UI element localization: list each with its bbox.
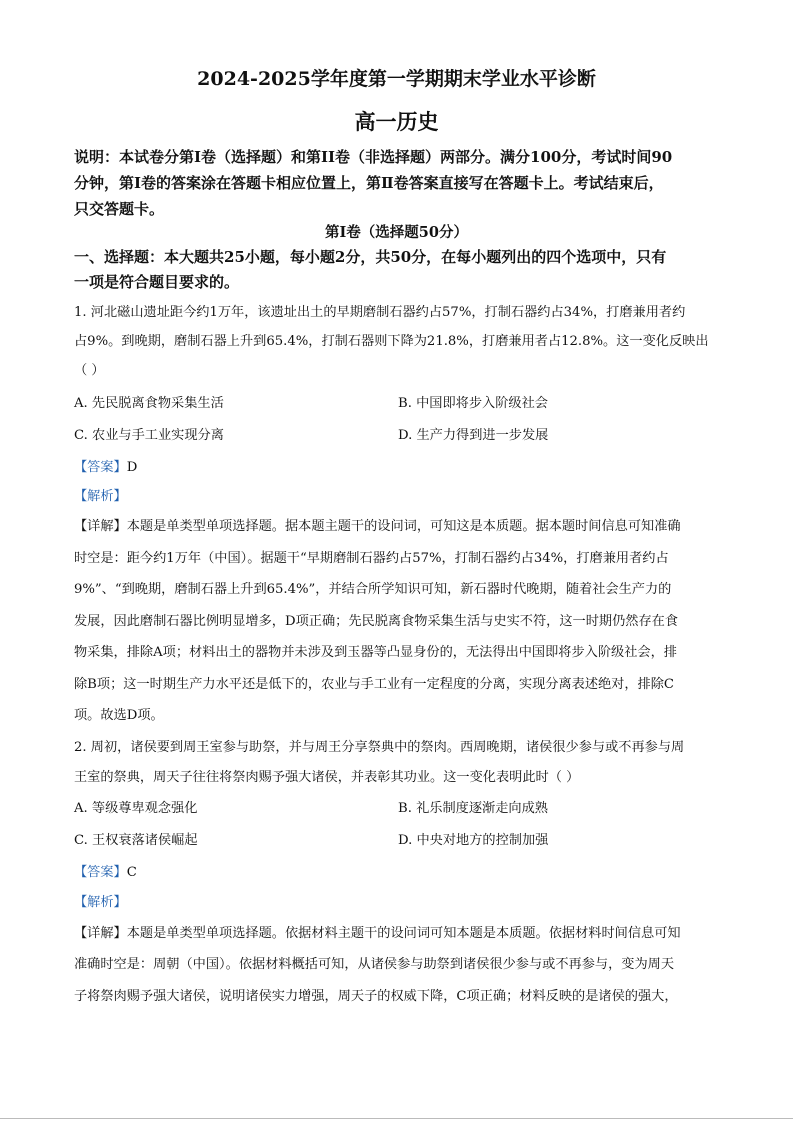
answer-tag: 【答案】 [74, 460, 127, 475]
instruction-line: 分钟，第I卷的答案涂在答题卡相应位置上，第Ⅱ卷答案直接写在答题卡上。考试结束后， [74, 174, 664, 192]
part-heading-line: 一项是符合题目要求的。 [74, 273, 240, 291]
detail-line: 9%”、“到晚期，磨制石器上升到65.4%”，并结合所学知识可知，新石器时代晚期，随着社会生产力的 [74, 582, 672, 597]
answer-line [74, 456, 137, 475]
section-title: 第Ⅰ卷（选择题50分） [325, 224, 468, 241]
instruction-line: 说明：本试卷分第I卷（选择题）和第II卷（非选择题）两部分。满分100分，考试时间90 [74, 148, 673, 166]
answer-value: C [126, 865, 137, 880]
detail-line: 时空是：距今约1万年（中国）。据题干“早期磨制石器约占57%，打制石器约占34%，打磨兼用者约占 [74, 551, 669, 566]
detail-tag: 【详解】 [74, 519, 127, 534]
detail-tag: 【详解】 [74, 926, 127, 941]
answer-value: D [126, 460, 138, 475]
part-heading-line: 一、选择题：本大题共25小题，每小题2分，共50分，在每小题列出的四个选项中，只有 [74, 248, 667, 266]
analysis-tag: 【解析】 [74, 489, 127, 504]
question-stem-line: 2. 周初，诸侯要到周王室参与助祭，并与周王分享祭典中的祭肉。西周晚期，诸侯很少参与或不再参与周 [74, 740, 685, 755]
option-d: D. 中央对地方的控制加强 [398, 833, 549, 848]
detail-line: 准确时空是：周朝（中国）。依据材料概括可知，从诸侯参与助祭到诸侯很少参与或不再参与，变为周天 [74, 957, 675, 972]
analysis-tag: 【解析】 [74, 895, 127, 910]
option-b: B. 中国即将步入阶级社会 [398, 396, 548, 411]
detail-line: 【详解】本题是单类型单项选择题。依据材料主题干的设问词可知本题是本质题。依据材料时间信息可知 [74, 926, 681, 941]
detail-line: 项。故选D项。 [74, 708, 164, 723]
exam-subject: 高一历史 [354, 109, 439, 134]
option-c: C. 王权衰落诸侯崛起 [74, 833, 198, 848]
question-stem-line: （ ） [74, 363, 105, 378]
detail-line: 物采集，排除A项；材料出土的器物并未涉及到玉器等凸显身份的，无法得出中国即将步入阶级社会，排 [74, 645, 677, 660]
option-b: B. 礼乐制度逐渐走向成熟 [398, 801, 548, 816]
question-stem-line: 王室的祭典，周天子往往将祭肉赐予强大诸侯，并表彰其功业。这一变化表明此时（ ） [74, 770, 580, 785]
detail-line: 除B项；这一时期生产力水平还是低下的，农业与手工业有一定程度的分离，实现分离表述绝对，排除C [74, 677, 675, 692]
instruction-line: 只交答题卡。 [74, 200, 165, 218]
question-stem-line: 占9%。到晚期，磨制石器上升到65.4%，打制石器则下降为21.8%，打磨兼用者占12.8%。这一变化反映出 [74, 334, 709, 349]
option-c: C. 农业与手工业实现分离 [74, 428, 224, 443]
option-a: A. 先民脱离食物采集生活 [74, 396, 224, 411]
question-stem-line: 1. 河北磁山遗址距今约1万年，该遗址出土的早期磨制石器约占57%，打制石器约占34%，打磨兼用者约 [74, 305, 686, 320]
detail-line: 发展，因此磨制石器比例明显增多，D项正确；先民脱离食物采集生活与史实不符，这一时期仍然存在食 [74, 614, 679, 629]
exam-title: 2024-2025学年度第一学期期末学业水平诊断 [197, 68, 596, 90]
answer-tag: 【答案】 [74, 865, 127, 880]
detail-line: 【详解】本题是单类型单项选择题。据本题主题干的设问词，可知这是本质题。据本题时间信息可知准确 [74, 519, 681, 534]
option-a: A. 等级尊卑观念强化 [74, 801, 198, 816]
detail-line: 子将祭肉赐予强大诸侯，说明诸侯实力增强，周天子的权威下降，C项正确；材料反映的是诸侯的强大， [74, 989, 678, 1004]
answer-line [74, 861, 137, 880]
option-d: D. 生产力得到进一步发展 [398, 428, 549, 443]
page-bottom-divider [0, 1118, 793, 1119]
